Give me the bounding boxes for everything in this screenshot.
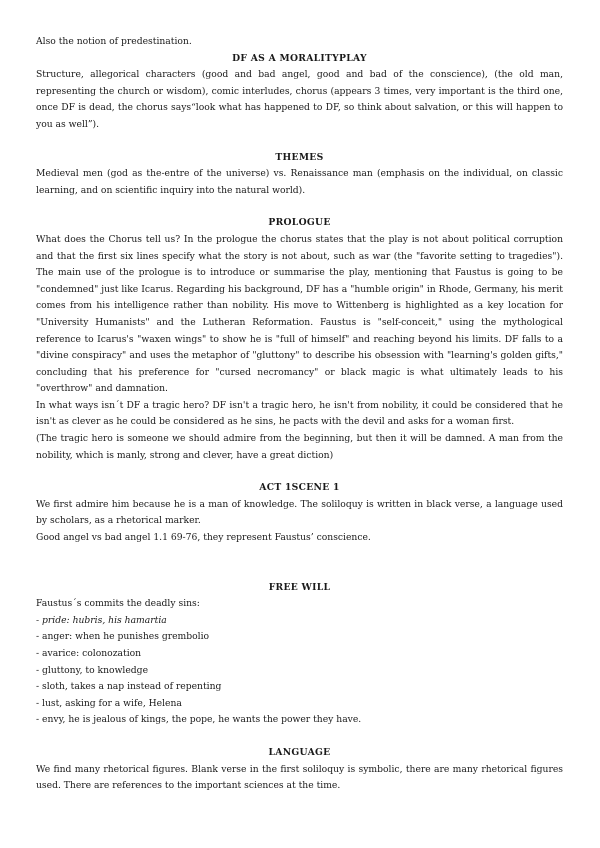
heading-act1: ACT 1SCENE 1 [259, 482, 340, 494]
document-page [36, 34, 563, 811]
prologue-paragraph-2: In what ways isn´t DF a tragic hero? DF isn't a tragic hero, he isn't from nobility, it could be considered that he isn't as clever as he could be considered as he sins, he pacts with the devil and asks for a woman first. [36, 399, 563, 428]
themes-paragraph: Medieval men (god as the-entre of the universe) vs. Renaissance man (emphasis on the individual, on classic learning, and on scientific inquiry into the natural world). [36, 168, 563, 196]
morality-play-paragraph: Structure, allegorical characters (good and bad angel, good and bad of the conscience), (the old man, representing the church or wisdom), comic interludes, chorus (appears 3 times, very important is the third one, once DF is dead, the chorus says“look what has happened to DF, so think about salvation, or this will happen to you as well”). [36, 69, 563, 130]
act1-paragraph-1: We first admire him because he is a man of knowledge. The soliloquy is written in black verse, a language used by scholars, as a rhetorical marker. [36, 498, 563, 527]
section-free-will [36, 580, 563, 729]
heading-prologue: PROLOGUE [268, 217, 331, 229]
section-morality-play [36, 51, 563, 134]
prologue-paragraph-1: What does the Chorus tell us? In the prologue the chorus states that the play is not about political corruption and that the first six lines specify what the story is not about, such as war (the "favorite setting to tragedies"). The main use of the prologue is to introduce or summarise the play, mentioning that Faustus is going to be "condemned" just like Icarus. Regarding his background, DF has a "humble origin" in Rhode, Germany, his merit comes from his intelligence rather than nobility. His move to Wittenberg is highlighted as a key location for "University Humanists" and the Lutheran Reformation. Faustus is "self-conceit," using the mythological reference to Icarus's "waxen wings" to show he is "full of himself" and reaching beyond his limits. DF falls to a "divine conspiracy" and uses the metaphor of "gluttony" to describe his obsession with "learning's golden gifts," concluding that his preference for "cursed necromancy" or black magic is what ultimately leads to his "overthrow" and damnation. [36, 233, 563, 395]
act1-paragraph-2: Good angel vs bad angel 1.1 69-76, they represent Faustus’ conscience. [36, 532, 371, 544]
list-item: - pride: hubris, his hamartia [36, 614, 167, 626]
deadly-sins-list [36, 613, 563, 729]
list-item: - gluttony, to knowledge [36, 664, 149, 676]
intro-line: Also the notion of predestination. [36, 36, 192, 47]
language-paragraph: We find many rhetorical figures. Blank verse in the first soliloquy is symbolic, there are many rhetorical figures used. There are references to the important sciences at the time. [36, 763, 563, 792]
free-will-lead: Faustus´s commits the deadly sins: [36, 598, 200, 610]
section-act1 [36, 480, 563, 546]
heading-themes: THEMES [275, 151, 324, 163]
list-item: - sloth, takes a nap instead of repenting [36, 681, 222, 693]
section-prologue [36, 215, 563, 464]
list-item: - anger: when he punishes grembolio [36, 631, 210, 643]
heading-language: LANGUAGE [268, 746, 331, 758]
heading-free-will: FREE WILL [268, 581, 331, 593]
list-item: - avarice: colonozation [36, 648, 142, 659]
section-language [36, 745, 563, 795]
heading-morality-play: DF AS A MORALITYPLAY [232, 52, 367, 64]
section-themes [36, 150, 563, 200]
list-item: - envy, he is jealous of kings, the pope, he wants the power they have. [36, 714, 362, 726]
list-item: - lust, asking for a wife, Helena [36, 697, 182, 709]
prologue-paragraph-3: (The tragic hero is someone we should admire from the beginning, but then it will be damned. A man from the nobility, which is manly, strong and clever, have a great diction) [36, 433, 563, 461]
